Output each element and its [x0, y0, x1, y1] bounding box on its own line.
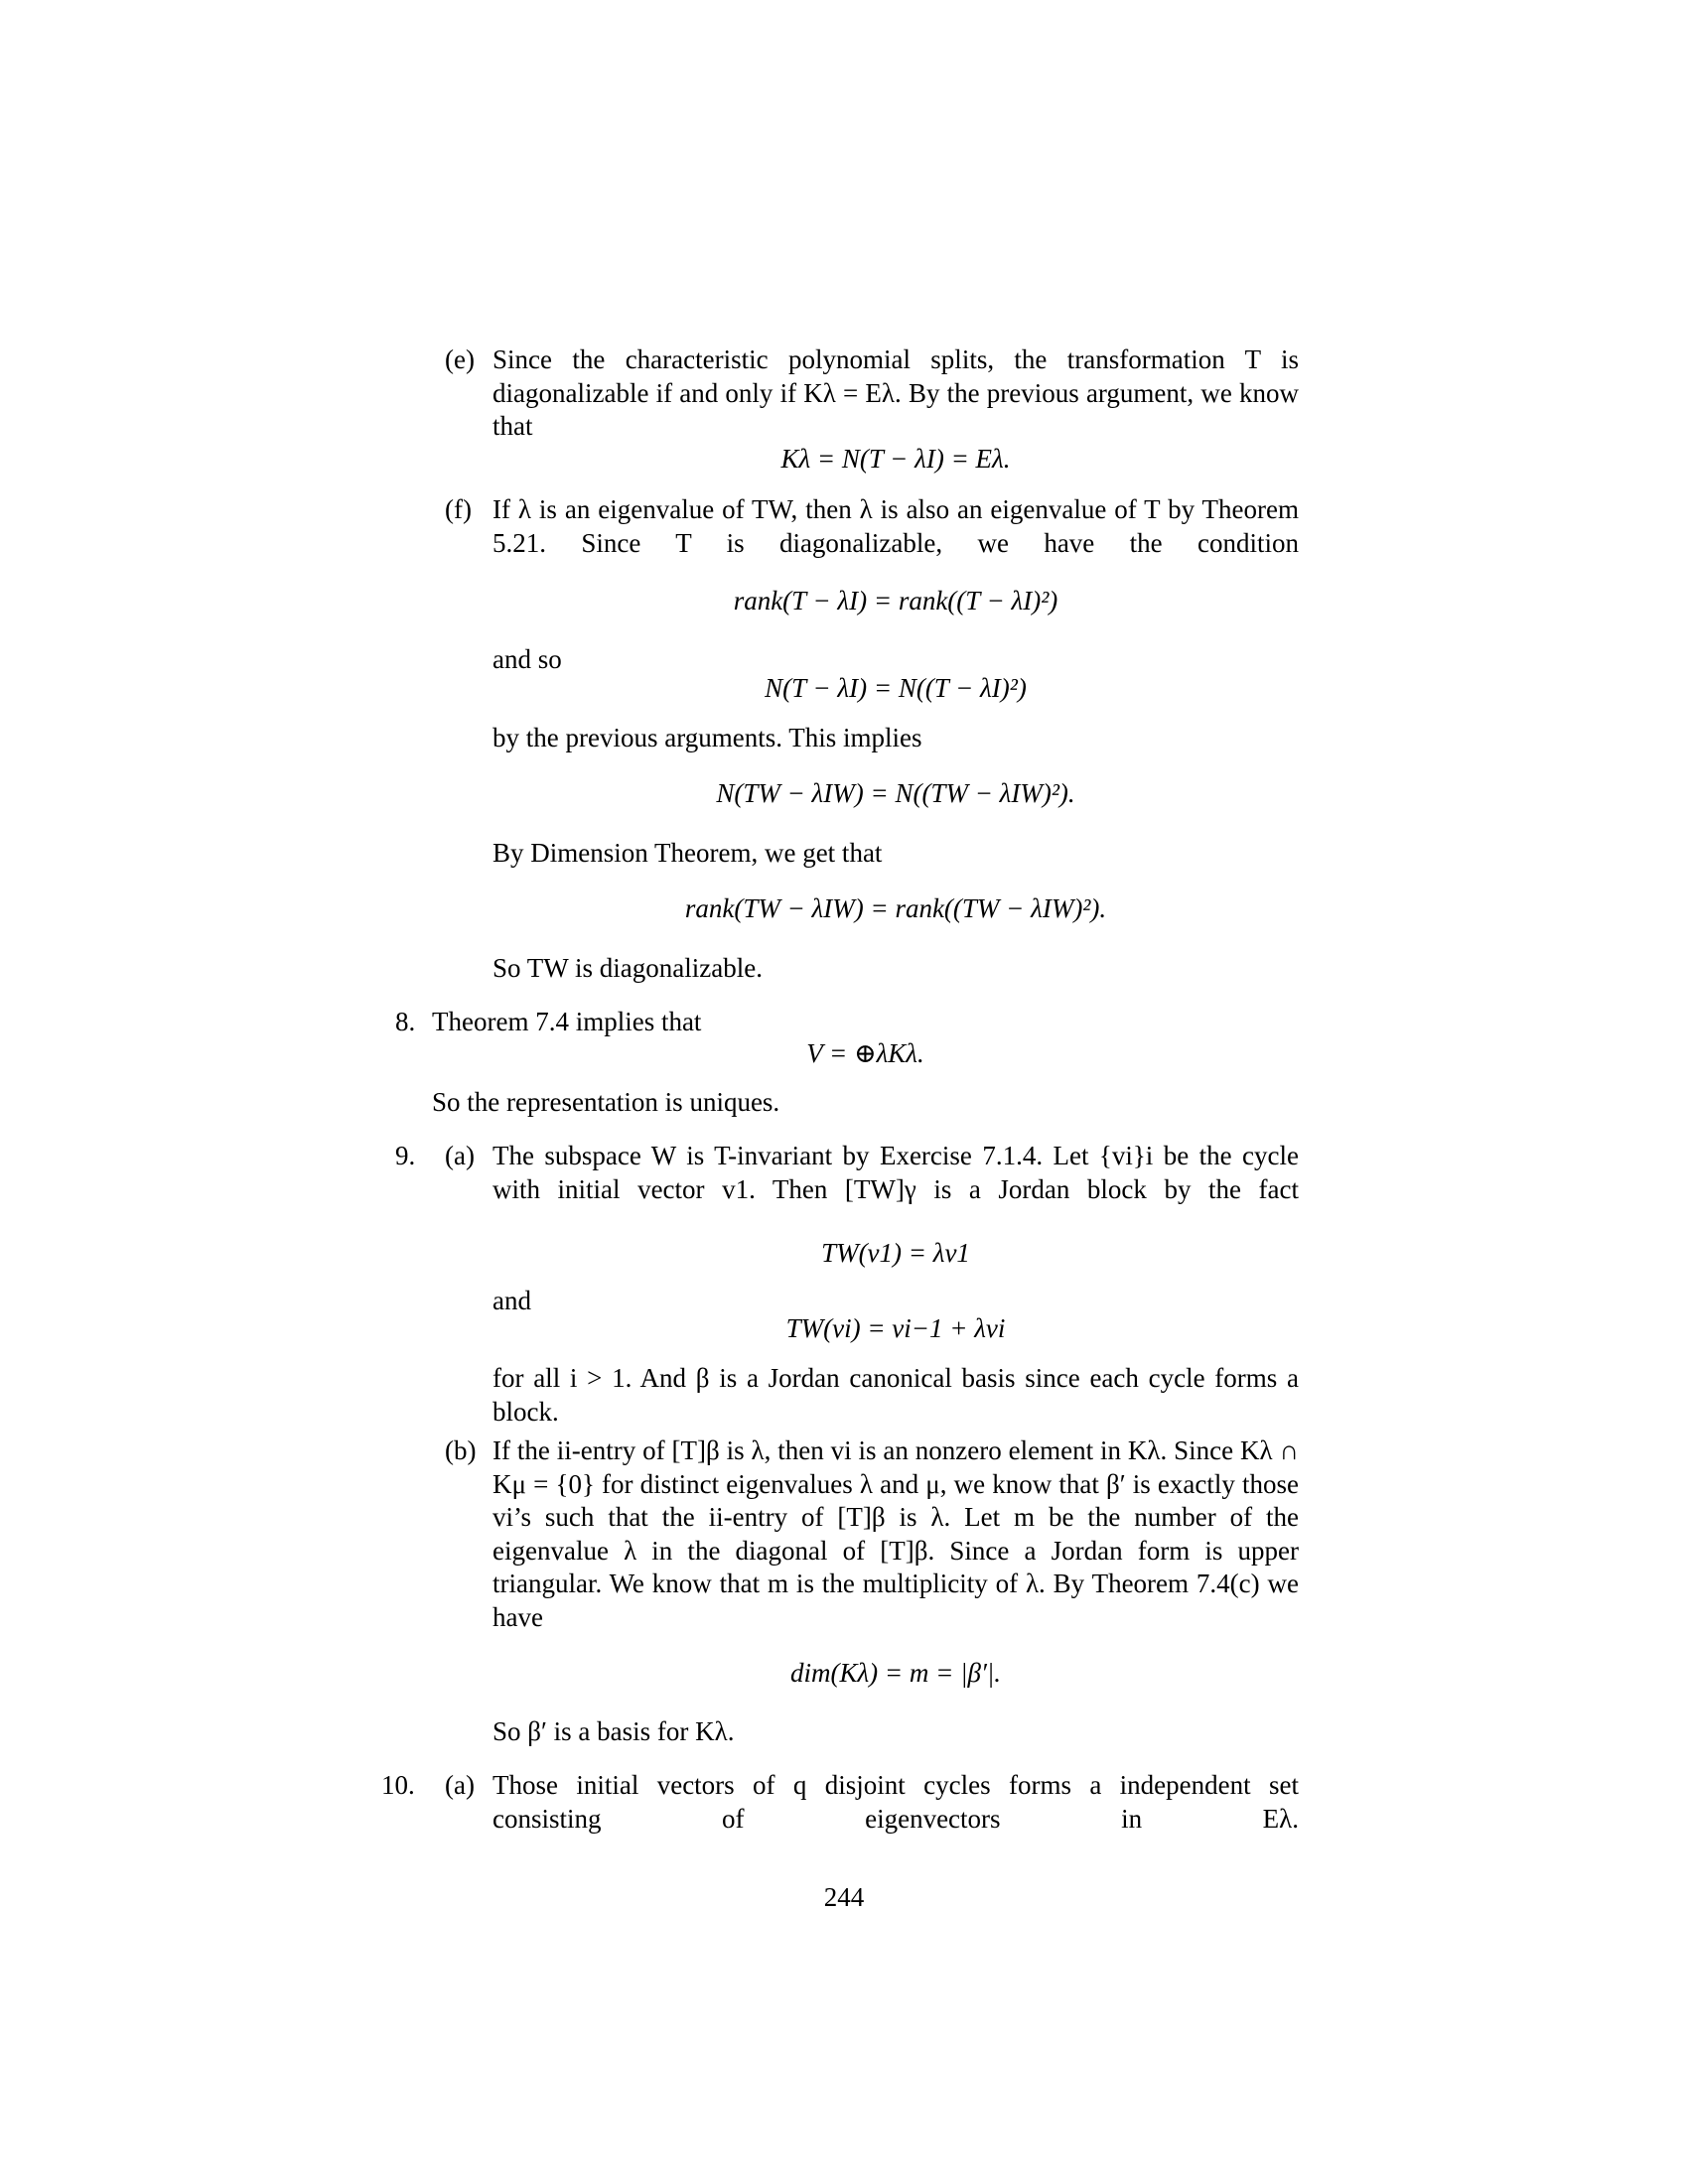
item-10-part-a-label: (a): [445, 1770, 475, 1800]
item-9-part-a-and: and: [492, 1286, 531, 1315]
item-9-part-a-text: The subspace W is T-invariant by Exercise 7.1.4. Let {vi}i be the cycle with initial vector v1. Then [TW]γ is a Jordan block by the fact: [492, 1141, 1299, 1204]
part-f-label: (f): [445, 494, 472, 524]
part-f-equation-4: rank(TW − λIW) = rank((TW − λIW)²).: [684, 893, 1107, 923]
item-9-part-b-label: (b): [445, 1435, 477, 1465]
item-9-part-a-label: (a): [445, 1141, 475, 1170]
part-e-text: Since the characteristic polynomial splits, the transformation T is diagonalizable if and only if Kλ = Eλ. By the previous argument, we know that: [492, 344, 1299, 441]
part-f-text-2: by the previous arguments. This implies: [492, 723, 922, 752]
part-f-equation-3: N(TW − λIW) = N((TW − λIW)²).: [716, 778, 1075, 808]
item-9-part-b-text: If the ii-entry of [T]β is λ, then vi is an nonzero element in Kλ. Since Kλ ∩ Kμ = {0} for distinct eigenvalues λ and μ, we know that β′ is exactly those vi’s such that the ii-entry of [T]β is λ. Let m be the number of the eigenvalue λ in the diagonal of [T]β. Since a Jordan form is upper triangular. We know that m is the multiplicity of λ. By Theorem 7.4(c) we have: [492, 1435, 1299, 1632]
item-9-part-b-equation: dim(Kλ) = m = |β′|.: [789, 1658, 1002, 1688]
item-9-part-a-equation-1: TW(v1) = λv1: [821, 1238, 970, 1268]
item-9-part-b-conclusion: So β′ is a basis for Kλ.: [492, 1716, 735, 1746]
part-e-label: (e): [445, 344, 475, 374]
item-8-conclusion: So the representation is uniques.: [432, 1087, 780, 1117]
item-8-text: Theorem 7.4 implies that: [432, 1007, 702, 1036]
part-f-text: If λ is an eigenvalue of TW, then λ is also an eigenvalue of T by Theorem 5.21. Since T is diagonalizable, we have the condition: [492, 494, 1299, 558]
item-10-label: 10.: [381, 1770, 415, 1800]
part-f-text-3: By Dimension Theorem, we get that: [492, 838, 883, 868]
item-8-equation: V = ⊕λKλ.: [806, 1038, 924, 1068]
item-9-part-a-text-2: for all i > 1. And β is a Jordan canonical basis since each cycle forms a block.: [492, 1363, 1299, 1427]
item-10-part-a-text: Those initial vectors of q disjoint cycles forms a independent set consisting of eigenvectors in Eλ.: [492, 1770, 1299, 1834]
page-number: 244: [823, 1882, 865, 1912]
part-f-equation-2: N(T − λI) = N((T − λI)²): [765, 673, 1027, 703]
item-9-part-a-equation-2: TW(vi) = vi−1 + λvi: [785, 1313, 1006, 1343]
item-8-label: 8.: [395, 1007, 416, 1036]
part-e-equation: Kλ = N(T − λI) = Eλ.: [780, 444, 1011, 474]
part-f-equation-1: rank(T − λI) = rank((T − λI)²): [733, 586, 1058, 615]
part-f-conclusion: So TW is diagonalizable.: [492, 953, 763, 983]
item-9-label: 9.: [395, 1141, 416, 1170]
part-f-and-so: and so: [492, 644, 562, 674]
